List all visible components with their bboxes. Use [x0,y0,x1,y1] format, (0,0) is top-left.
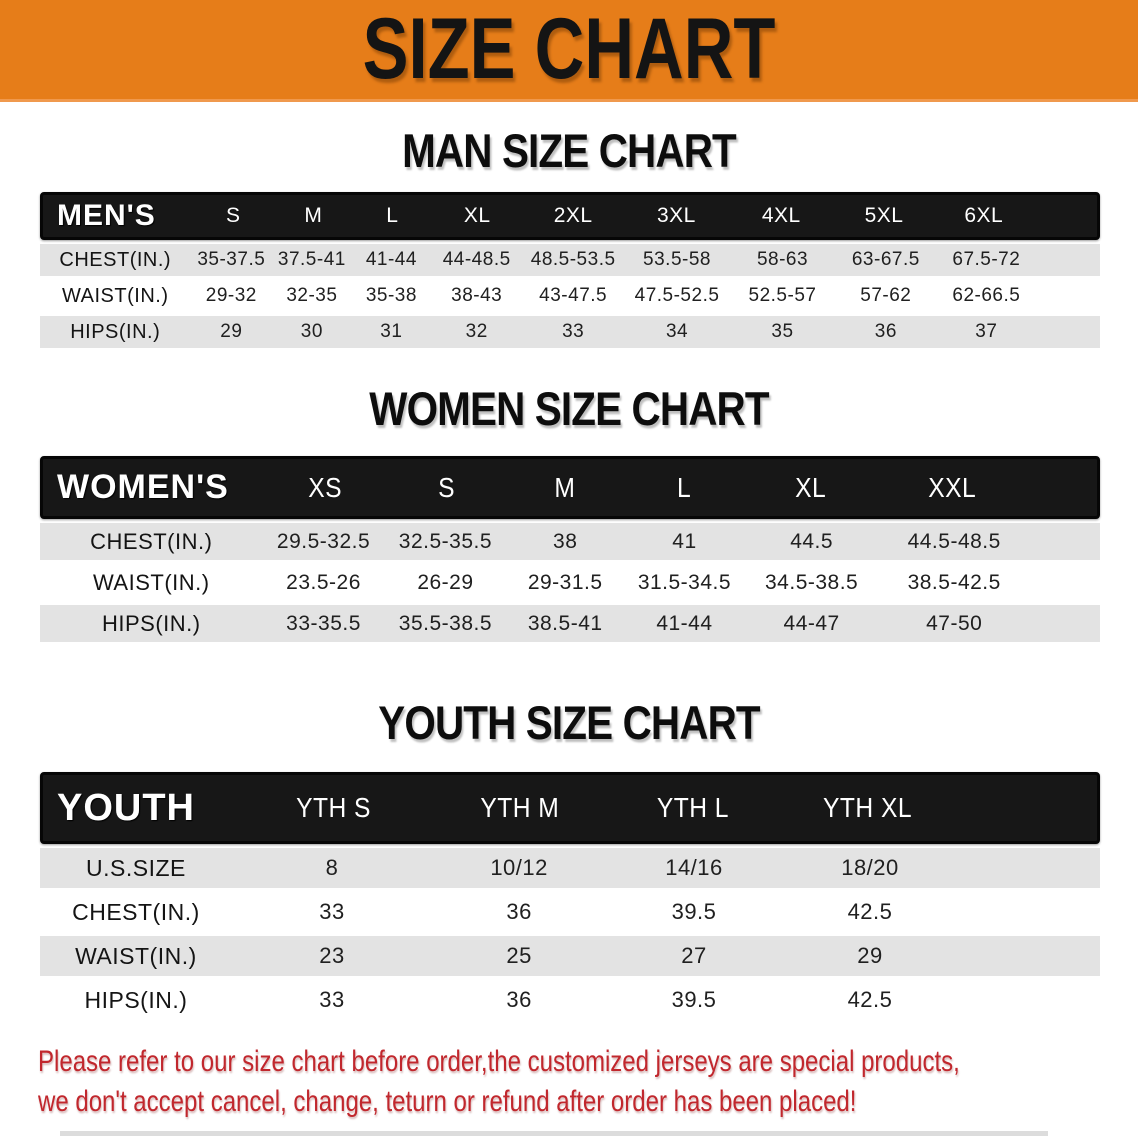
table-row [40,523,1100,560]
size-value-cell: 31.5-34.5 [637,570,732,594]
size-value-cell: 35 [771,321,794,342]
size-value-cell: 35.5-38.5 [398,611,493,635]
size-column-header: L [386,204,399,227]
size-value-cell: 10/12 [490,855,548,880]
table-row [40,244,1100,276]
size-value-cell: 38.5-42.5 [907,570,1001,594]
row-label: HIPS(IN.) [84,986,188,1013]
size-column-header: YTH M [479,792,559,823]
footer-line-1: Please refer to our size chart before order,the customized jerseys are special products, [38,1045,960,1078]
size-value-cell: 58-63 [756,249,809,270]
size-value-cell: 32 [465,321,488,342]
size-column-header: 4XL [761,204,801,227]
size-column-header: L [676,471,691,503]
size-value-cell: 29.5-32.5 [276,529,371,553]
size-value-cell: 26-29 [417,570,474,594]
size-chart-banner [0,0,1138,102]
size-value-cell: 39.5 [671,987,717,1012]
youth-section [0,698,1138,1020]
size-column-header: XL [463,204,491,227]
size-value-cell: 48.5-53.5 [530,249,616,270]
size-value-cell: 44.5 [790,529,834,553]
size-value-cell: 33-35.5 [286,611,361,635]
table-header-row [40,456,1100,519]
size-value-cell: 42.5 [847,987,893,1012]
size-value-cell: 29-32 [205,285,257,306]
size-value-cell: 38-43 [451,285,503,306]
size-value-cell: 29 [220,321,243,342]
table-row [40,564,1100,601]
size-value-cell: 33 [319,899,345,924]
size-column-header: YTH S [295,792,371,823]
row-label: CHEST(IN.) [72,898,200,925]
row-label: CHEST(IN.) [59,248,172,271]
table-header-label: MEN'S [57,199,156,232]
size-value-cell: 67.5-72 [952,249,1021,270]
size-column-header: 3XL [656,204,696,227]
size-value-cell: 18/20 [841,855,899,880]
size-value-cell: 42.5 [847,899,893,924]
table-header-row [40,772,1100,844]
size-value-cell: 47.5-52.5 [634,285,720,306]
size-value-cell: 29-31.5 [527,570,603,594]
row-label: HIPS(IN.) [70,320,161,343]
size-column-header: XL [794,471,826,503]
size-column-header: S [437,471,455,503]
size-value-cell: 57-62 [860,285,912,306]
row-label: U.S.SIZE [86,854,186,881]
size-column-header: 2XL [553,204,593,227]
banner-title: SIZE CHART [362,1,776,97]
women-section-title: WOMEN SIZE CHART [369,382,769,435]
size-value-cell: 52.5-57 [748,285,817,306]
size-value-cell: 41 [672,529,697,553]
size-value-cell: 43-47.5 [539,285,608,306]
size-value-cell: 37 [975,321,998,342]
size-column-header: M [554,471,576,503]
size-value-cell: 29 [857,943,883,968]
row-label: HIPS(IN.) [101,610,201,636]
size-value-cell: 36 [874,321,897,342]
size-value-cell: 62-66.5 [952,285,1021,306]
women-section [0,384,1138,642]
row-label: WAIST(IN.) [62,284,169,307]
size-column-header: 6XL [964,204,1004,227]
table-row [40,936,1100,976]
table-row [40,605,1100,642]
men-section-title: MAN SIZE CHART [402,124,736,177]
size-value-cell: 37.5-41 [277,249,346,270]
size-value-cell: 38 [553,529,578,553]
size-value-cell: 63-67.5 [851,249,920,270]
table-row [40,316,1100,348]
size-value-cell: 8 [325,855,339,880]
row-label: WAIST(IN.) [92,569,210,595]
table-row [40,280,1100,312]
size-value-cell: 35-37.5 [197,249,266,270]
size-value-cell: 27 [681,943,707,968]
size-value-cell: 33 [562,321,585,342]
size-value-cell: 34.5-38.5 [765,570,859,594]
footer-line-2: we don't accept cancel, change, teturn or refund after order has been placed! [38,1085,857,1118]
size-value-cell: 33 [319,987,345,1012]
size-value-cell: 38.5-41 [527,611,603,635]
size-value-cell: 44-48.5 [442,249,511,270]
size-value-cell: 41-44 [656,611,713,635]
size-value-cell: 23 [319,943,345,968]
table-row [40,980,1100,1020]
size-value-cell: 44-47 [783,611,840,635]
size-column-header: YTH L [657,792,730,823]
table-header-row [40,192,1100,240]
size-column-header: 5XL [864,204,904,227]
men-size-table [40,192,1100,348]
size-value-cell: 31 [380,321,403,342]
size-column-header: XXL [927,471,976,503]
size-value-cell: 32.5-35.5 [398,529,493,553]
size-value-cell: 47-50 [926,611,983,635]
size-value-cell: 36 [506,987,532,1012]
men-section [0,126,1138,348]
table-header-label: YOUTH [57,786,195,829]
size-column-header: XS [308,471,342,503]
size-value-cell: 53.5-58 [643,249,711,270]
table-row [40,892,1100,932]
size-value-cell: 44.5-48.5 [907,529,1001,553]
youth-section-title: YOUTH SIZE CHART [378,696,760,749]
size-value-cell: 32-35 [286,285,338,306]
size-value-cell: 25 [506,943,532,968]
women-size-table [40,456,1100,642]
row-label: CHEST(IN.) [90,528,213,554]
size-value-cell: 34 [665,321,689,342]
size-value-cell: 30 [300,321,323,342]
youth-size-table [40,772,1100,1020]
size-value-cell: 36 [506,899,532,924]
row-label: WAIST(IN.) [75,942,197,969]
size-column-header: M [304,204,323,227]
size-value-cell: 14/16 [665,855,723,880]
size-value-cell: 23.5-26 [286,570,361,594]
size-value-cell: 39.5 [671,899,717,924]
footer-disclaimer [38,1042,1100,1122]
table-header-label: WOMEN'S [57,468,229,506]
size-column-header: S [225,204,241,227]
size-value-cell: 35-38 [365,285,417,306]
size-column-header: YTH XL [823,792,913,823]
table-row [40,848,1100,888]
size-value-cell: 41-44 [365,249,417,270]
